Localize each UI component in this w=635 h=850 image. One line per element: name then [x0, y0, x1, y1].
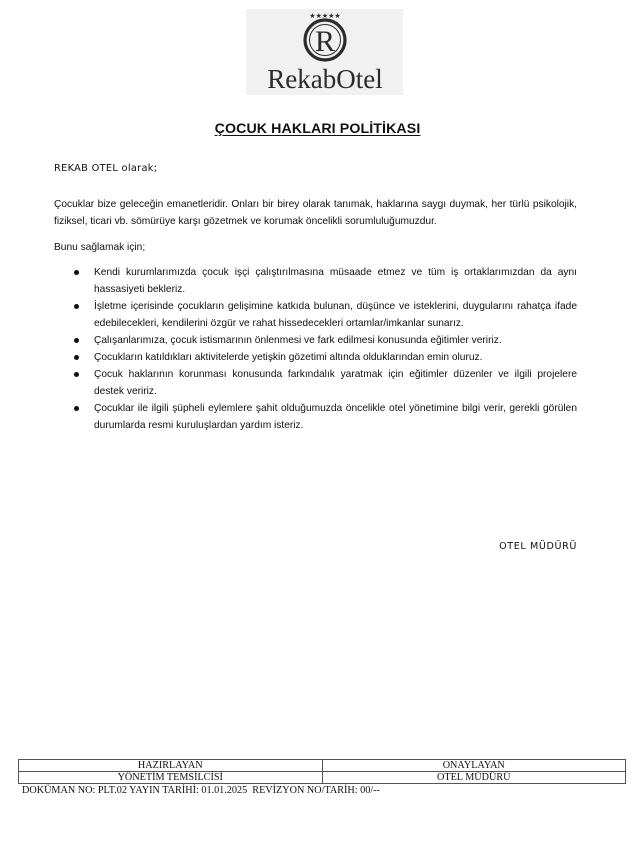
bullet-icon: [74, 338, 79, 343]
list-item: [54, 264, 577, 298]
logo-brand-name: RekabOtel: [267, 64, 383, 94]
list-item-text: Çocukların katıldıkları aktivitelerde yetişkin gözetimi altında olduklarından emin oluruz.: [94, 352, 483, 363]
table-row: [19, 772, 626, 784]
logo-initial: R: [314, 25, 336, 58]
list-item: [54, 332, 577, 349]
policy-list: [54, 264, 577, 434]
list-item-text: İşletme içerisinde çocukların gelişimine katkıda bulunan, düşünce ve isteklerini, duygularını rahatça ifade edebilecekleri, kendilerini özgür ve rahat hissedecekleri ortamlar/imkanlar sunarız.: [94, 301, 577, 329]
intro-line: REKAB OTEL olarak;: [54, 163, 158, 174]
intro-paragraph: Çocuklar bize geleceğin emanetleridir. Onları bir birey olarak tanımak, haklarına saygı duymak, her türlü psikolojik, fiziksel, ticari vb. sömürüye karşı gözetmek ve korumak öncelikli sorumluluğumuzdur.: [54, 199, 577, 227]
list-item: [54, 366, 577, 400]
bullet-icon: [74, 372, 79, 377]
bullet-icon: [74, 304, 79, 309]
lead-line: Bunu sağlamak için;: [54, 242, 146, 253]
document-info: DOKÜMAN NO: PLT.02 YAYIN TARİHİ: 01.01.2025 REVİZYON NO/TARİH: 00/--: [22, 785, 380, 796]
hotel-logo: [246, 9, 403, 95]
list-item-text: Çalışanlarımıza, çocuk istismarının önlenmesi ve fark edilmesi konusunda eğitimler veririz.: [94, 335, 502, 346]
table-row: [19, 760, 626, 772]
page-title: ÇOCUK HAKLARI POLİTİKASI: [214, 121, 421, 137]
bullet-icon: [74, 355, 79, 360]
bullet-icon: [74, 406, 79, 411]
approved-header-cell: ONAYLAYAN: [322, 760, 626, 772]
logo-stars: ★★★★★: [309, 12, 341, 20]
list-item: [54, 298, 577, 332]
list-item-text: Kendi kurumlarımızda çocuk işçi çalıştırılmasına müsaade etmez ve tüm iş ortaklarımızdan da aynı hassasiyeti bekleriz.: [94, 267, 577, 295]
list-item: [54, 400, 577, 434]
prepared-header-cell: HAZIRLAYAN: [19, 760, 323, 772]
list-item: [54, 349, 577, 366]
approved-by-cell: OTEL MÜDÜRÜ: [322, 772, 626, 784]
approval-table: [18, 759, 626, 784]
list-item-text: Çocuk haklarının korunması konusunda farkındalık yaratmak için eğitimler düzenler ve ilgili projelere destek veririz.: [94, 369, 577, 397]
list-item-text: Çocuklar ile ilgili şüpheli eylemlere şahit olduğumuzda öncelikle otel yönetimine bilgi verir, gerekli görülen durumlarda resmi kuruluşlardan yardım isteriz.: [94, 403, 577, 431]
signature-title: OTEL MÜDÜRÜ: [499, 541, 577, 552]
prepared-by-cell: YÖNETİM TEMSİLCİSİ: [19, 772, 323, 784]
bullet-icon: [74, 270, 79, 275]
